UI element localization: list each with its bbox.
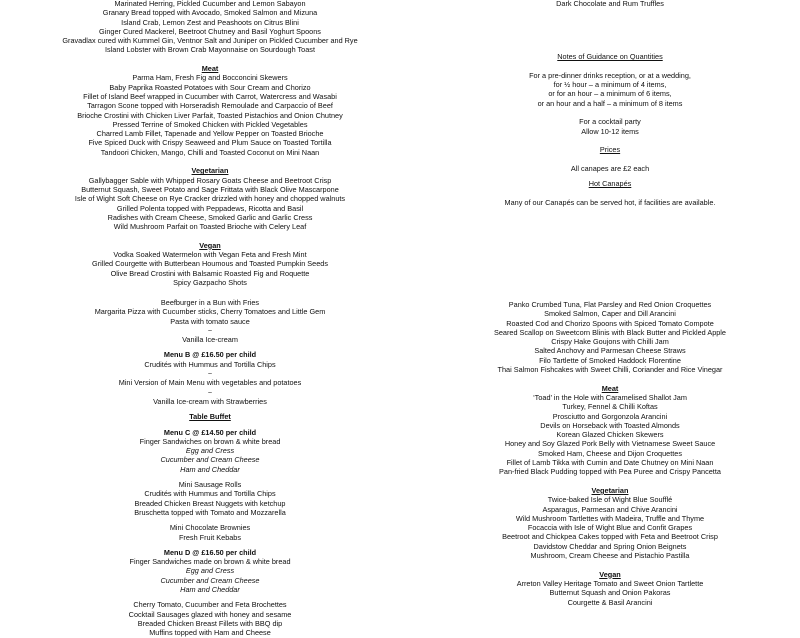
menu-item: Honey and Soy Glazed Pork Belly with Vietnamese Sweet Sauce — [504, 439, 716, 449]
menu-d-sandwiches: Finger Sandwiches made on brown & white bread — [129, 557, 291, 567]
hot-canapes-line: Many of our Canapés can be served hot, if facilities are available. — [504, 197, 716, 207]
menu-item: Gallybagger Sable with Whipped Rosary Goats Cheese and Beetroot Crisp — [88, 175, 332, 185]
menu-item: Crudités with Hummus and Tortilla Chips — [144, 359, 276, 369]
left-top-column — [10, 0, 410, 287]
menu-item: Tandoori Chicken, Mango, Chilli and Toasted Coconut on Mini Naan — [100, 147, 320, 157]
menu-item: Beefburger in a Bun with Fries — [160, 298, 260, 307]
hot-vegan-heading: Vegan — [599, 569, 621, 579]
sandwich-filling: Cucumber and Cream Cheese — [160, 455, 260, 465]
menu-item: Pasta with tomato sauce — [170, 316, 250, 326]
menu-item: Asparagus, Parmesan and Chive Arancini — [542, 504, 678, 514]
menu-item: Korean Glazed Chicken Skewers — [556, 430, 664, 440]
menu-item: Spicy Gazpacho Shots — [173, 277, 247, 287]
menu-item: Breaded Chicken Breast Fillets with BBQ dip — [137, 618, 283, 628]
menu-item: Salted Anchovy and Parmesan Cheese Straws — [534, 346, 686, 356]
menu-item: Vodka Soaked Watermelon with Vegan Feta and Fresh Mint — [113, 250, 307, 260]
menu-item: Olive Bread Crostini with Balsamic Roasted Fig and Roquette — [110, 268, 310, 278]
left-bottom-column — [10, 298, 410, 638]
menu-item: Panko Crumbed Tuna, Flat Parsley and Red Onion Croquettes — [508, 300, 712, 309]
menu-item: ~ — [207, 325, 213, 335]
menu-item: Seared Scallop on Sweetcorn Blinis with Black Butter and Pickled Apple — [493, 327, 726, 337]
meat-list — [10, 73, 410, 157]
menu-item: Crispy Hake Goujons with Chilli Jam — [551, 337, 669, 347]
menu-item: Butternut Squash and Onion Pakoras — [549, 588, 671, 598]
menu-item: Baby Paprika Roasted Potatoes with Sour Cream and Chorizo — [109, 82, 311, 92]
menu-item: Mini Chocolate Brownies — [169, 523, 251, 533]
menu-item: Wild Mushroom Parfait on Toasted Brioche with Celery Leaf — [113, 222, 307, 232]
menu-c-sandwiches: Finger Sandwiches on brown & white bread — [139, 436, 281, 446]
sandwich-filling: Ham and Cheddar — [180, 464, 240, 474]
menu-item: Radishes with Cream Cheese, Smoked Garlic and Garlic Cress — [107, 212, 313, 222]
menu-item: Ginger Cured Mackerel, Beetroot Chutney and Basil Yoghurt Spoons — [99, 26, 321, 36]
sandwich-filling: Egg and Cress — [185, 566, 235, 576]
guidance-line: for ½ hour – a minimum of 4 items, — [553, 80, 667, 90]
menu-item: Brioche Crostini with Chicken Liver Parfait, Toasted Pistachios and Onion Chutney — [77, 110, 343, 120]
guidance-line: For a pre-dinner drinks reception, or at a wedding, — [529, 70, 691, 80]
menu-d-title: Menu D @ £16.50 per child — [163, 547, 257, 557]
table-buffet-heading: Table Buffet — [189, 412, 231, 422]
right-bottom-column — [410, 300, 800, 607]
menu-item: Pan-fried Black Pudding topped with Pea Puree and Crispy Pancetta — [499, 467, 721, 477]
guidance-line: or an hour and a half – a minimum of 8 items — [537, 98, 683, 108]
prices-line: All canapes are £2 each — [570, 163, 650, 173]
menu-b-title: Menu B @ £16.50 per child — [163, 350, 257, 360]
guidance-list — [410, 71, 800, 108]
menu-item: Margarita Pizza with Cucumber sticks, Cherry Tomatoes and Little Gem — [94, 307, 326, 317]
menu-item: Courgette & Basil Arancini — [567, 597, 653, 607]
menu-item: Grilled Courgette with Butterbean Houmous and Toasted Pumpkin Seeds — [92, 259, 328, 269]
menu-item: Charred Lamb Fillet, Tapenade and Yellow Pepper on Toasted Brioche — [96, 129, 324, 139]
menu-item: Fresh Fruit Kebabs — [178, 532, 242, 542]
hot-vegan-list — [410, 579, 800, 607]
meat-heading: Meat — [201, 64, 219, 74]
truffles-item: Dark Chocolate and Rum Truffles — [556, 0, 664, 8]
menu-item: Island Crab, Lemon Zest and Peashoots on Citrus Blini — [121, 17, 299, 27]
hot-meat-list — [410, 393, 800, 477]
menu-item: Beetroot and Chickpea Cakes topped with Feta and Beetroot Crisp — [502, 532, 718, 542]
dessert-list — [10, 523, 410, 542]
guidance-line: or for an hour – a minimum of 6 items, — [548, 89, 672, 99]
menu-c-fillings — [10, 446, 410, 474]
menu-item: Fillet of Lamb Tikka with Cumin and Date Chutney on Mini Naan — [506, 458, 714, 468]
menu-item: Arreton Valley Heritage Tomato and Sweet Onion Tartlette — [516, 578, 704, 588]
menu-item: Cherry Tomato, Cucumber and Feta Brochettes — [133, 600, 287, 610]
guidance-line: For a cocktail party — [579, 117, 641, 127]
menu-item: Island Lobster with Brown Crab Mayonnaise on Sourdough Toast — [105, 45, 315, 55]
fish-list — [410, 300, 800, 374]
menu-item: Roasted Cod and Chorizo Spoons with Spiced Tomato Compote — [506, 318, 714, 328]
menu-item: Filo Tartlette of Smoked Haddock Florentine — [539, 355, 681, 365]
menu-item: Wild Mushroom Tartlettes with Madeira, Truffle and Thyme — [515, 513, 705, 523]
menu-d-fillings — [10, 566, 410, 594]
cocktail-list — [410, 117, 800, 136]
guidance-heading: Notes of Guidance on Quantities — [557, 52, 663, 62]
vegan-list — [10, 250, 410, 287]
menu-item: Pressed Terrine of Smoked Chicken with Pickled Vegetables — [112, 119, 308, 129]
menu-item: Marinated Herring, Pickled Cucumber and Lemon Sabayon — [114, 0, 306, 8]
menu-item: Bruschetta topped with Tomato and Mozzarella — [134, 507, 286, 517]
menu-item: ~ — [207, 387, 213, 397]
menu-d-list — [10, 600, 410, 637]
menu-item: Turkey, Fennel & Chilli Koftas — [562, 402, 658, 412]
menu-item: Five Spiced Duck with Crispy Seaweed and Plum Sauce on Toasted Tortilla — [88, 138, 332, 148]
menu-item: Fillet of Island Beef wrapped in Cucumber with Carrot, Watercress and Wasabi — [83, 91, 337, 101]
menu-item: Devils on Horseback with Toasted Almonds — [540, 420, 680, 430]
menu-item: Vanilla Ice-cream — [182, 335, 238, 345]
vegetarian-heading: Vegetarian — [191, 166, 229, 176]
menu-item: Mini Sausage Rolls — [178, 480, 242, 490]
menu-item: Vanilla Ice-cream with Strawberries — [153, 396, 267, 406]
menu-item: Focaccia with Isle of Wight Blue and Confit Grapes — [527, 523, 693, 533]
hot-vegetarian-heading: Vegetarian — [591, 485, 629, 495]
menu-item: Parma Ham, Fresh Fig and Bocconcini Skewers — [132, 73, 288, 83]
menu-item: Gravadlax cured with Kummel Gin, Ventnor Salt and Juniper on Pickled Cucumber and Rye — [62, 36, 358, 46]
menu-item: Butternut Squash, Sweet Potato and Sage Frittata with Black Olive Mascarpone — [81, 184, 339, 194]
menu-item: Mini Version of Main Menu with vegetables and potatoes — [118, 378, 302, 388]
menu-c-title: Menu C @ £14.50 per child — [163, 427, 257, 437]
menu-item: Crudités with Hummus and Tortilla Chips — [144, 489, 276, 499]
menu-item: Mushroom, Cream Cheese and Pistachio Pastilla — [530, 551, 690, 561]
vegetarian-list — [10, 176, 410, 232]
right-top-column — [410, 0, 800, 207]
sandwich-filling: Egg and Cress — [185, 446, 235, 456]
menu-item: Tarragon Scone topped with Horseradish Remoulade and Carpaccio of Beef — [87, 101, 333, 111]
menu-item: Cocktail Sausages glazed with honey and sesame — [128, 609, 292, 619]
menu-item: Grilled Polenta topped with Peppadews, Ricotta and Basil — [116, 203, 304, 213]
prices-heading: Prices — [599, 145, 621, 155]
hot-vegetarian-list — [410, 495, 800, 560]
menu-item: Prosciutto and Gorgonzola Arancini — [552, 411, 668, 421]
menu-item: Smoked Ham, Cheese and Dijon Croquettes — [538, 448, 682, 458]
guidance-line: Allow 10-12 items — [581, 126, 639, 136]
sandwich-filling: Ham and Cheddar — [180, 585, 240, 595]
sandwich-filling: Cucumber and Cream Cheese — [160, 575, 260, 585]
menu-b-list — [10, 360, 410, 406]
menu-item: Isle of Wight Soft Cheese on Rye Cracker drizzled with honey and chopped walnuts — [74, 194, 346, 204]
buffet-list — [10, 480, 410, 517]
menu-item: ‘Toad’ in the Hole with Caramelised Shallot Jam — [533, 392, 687, 402]
menu-a-list — [10, 298, 410, 344]
menu-item: Thai Salmon Fishcakes with Sweet Chilli, Coriander and Rice Vinegar — [497, 365, 723, 375]
menu-item: Muffins topped with Ham and Cheese — [149, 628, 271, 638]
menu-item: Smoked Salmon, Caper and Dill Arancini — [544, 309, 676, 319]
menu-item: Granary Bread topped with Avocado, Smoked Salmon and Mizuna — [102, 8, 318, 18]
hot-meat-heading: Meat — [601, 383, 619, 393]
menu-item: Davidstow Cheddar and Spring Onion Beignets — [533, 541, 687, 551]
vegan-heading: Vegan — [199, 240, 221, 250]
menu-item: ~ — [207, 369, 213, 379]
cold-canape-list — [10, 0, 410, 55]
menu-item: Twice-baked Isle of Wight Blue Soufflé — [547, 495, 673, 505]
menu-item: Breaded Chicken Breast Nuggets with ketchup — [134, 498, 286, 508]
hot-canapes-heading: Hot Canapés — [588, 179, 632, 189]
